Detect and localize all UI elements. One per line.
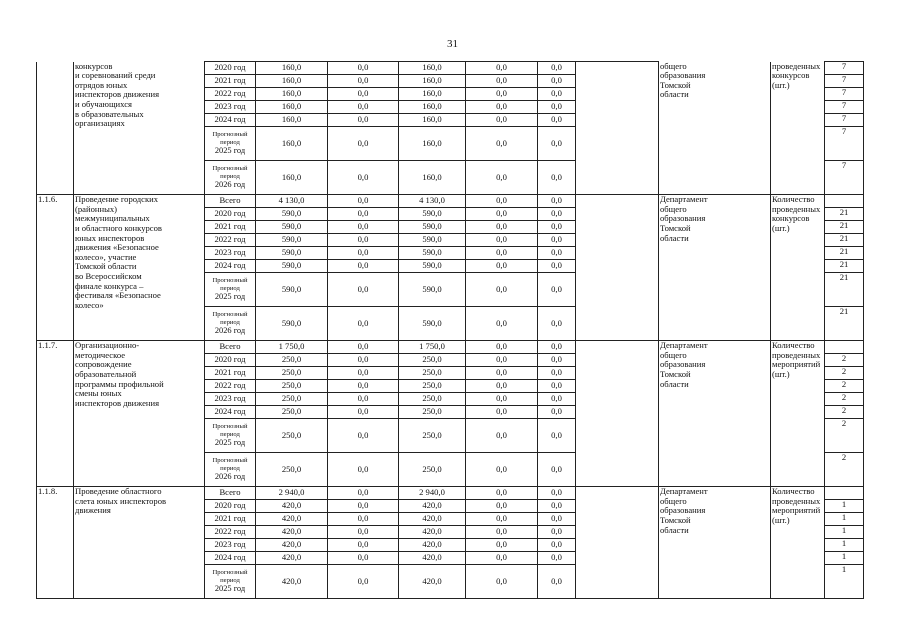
period-cell: 2022 год — [205, 234, 256, 247]
period-cell: 2024 год — [205, 406, 256, 419]
forecast-year: 2025 год — [214, 584, 246, 594]
funding-value-4: 0,0 — [538, 127, 576, 161]
funding-value-4: 0,0 — [538, 195, 576, 208]
funding-value-1: 0,0 — [328, 354, 399, 367]
forecast-period: период — [220, 318, 240, 326]
funding-value-0: 4 130,0 — [256, 195, 328, 208]
funding-value-1: 0,0 — [328, 62, 399, 75]
forecast-period-label — [205, 457, 255, 482]
funding-value-3: 0,0 — [466, 208, 538, 221]
funding-value-0: 250,0 — [256, 406, 328, 419]
indicator-value: 2 — [825, 453, 864, 487]
funding-value-0: 420,0 — [256, 552, 328, 565]
funding-value-2: 160,0 — [399, 75, 466, 88]
funding-value-4: 0,0 — [538, 565, 576, 599]
activity-name: конкурсов и соревнований среди отрядов юных инспекторов движения и обучающихся в образовательных организациях — [74, 62, 205, 195]
funding-value-1: 0,0 — [328, 101, 399, 114]
period-cell — [205, 307, 256, 341]
funding-value-3: 0,0 — [466, 367, 538, 380]
period-cell — [205, 161, 256, 195]
funding-value-2: 250,0 — [399, 406, 466, 419]
forecast-year: 2026 год — [214, 472, 246, 482]
funding-value-4: 0,0 — [538, 221, 576, 234]
funding-value-4: 0,0 — [538, 260, 576, 273]
indicator-value: 1 — [825, 539, 864, 552]
funding-value-0: 250,0 — [256, 354, 328, 367]
period-cell: 2022 год — [205, 380, 256, 393]
funding-value-0: 420,0 — [256, 513, 328, 526]
funding-value-3: 0,0 — [466, 487, 538, 500]
funding-value-1: 0,0 — [328, 234, 399, 247]
period-cell: 2021 год — [205, 513, 256, 526]
funding-value-0: 160,0 — [256, 127, 328, 161]
indicator-value: 2 — [825, 367, 864, 380]
funding-value-1: 0,0 — [328, 565, 399, 599]
period-cell: 2021 год — [205, 221, 256, 234]
funding-value-3: 0,0 — [466, 565, 538, 599]
funding-value-0: 160,0 — [256, 75, 328, 88]
indicator-value — [825, 195, 864, 208]
funding-value-3: 0,0 — [466, 354, 538, 367]
funding-value-2: 160,0 — [399, 161, 466, 195]
funding-value-4: 0,0 — [538, 513, 576, 526]
funding-value-0: 590,0 — [256, 208, 328, 221]
period-cell: 2022 год — [205, 526, 256, 539]
period-cell: 2020 год — [205, 62, 256, 75]
funding-value-2: 420,0 — [399, 539, 466, 552]
funding-value-2: 420,0 — [399, 565, 466, 599]
funding-value-2: 1 750,0 — [399, 341, 466, 354]
forecast-period: период — [220, 430, 240, 438]
funding-value-1: 0,0 — [328, 195, 399, 208]
funding-value-1: 0,0 — [328, 367, 399, 380]
funding-value-4: 0,0 — [538, 500, 576, 513]
funding-value-3: 0,0 — [466, 195, 538, 208]
funding-value-4: 0,0 — [538, 393, 576, 406]
funding-value-3: 0,0 — [466, 526, 538, 539]
funding-value-1: 0,0 — [328, 419, 399, 453]
funding-value-0: 160,0 — [256, 114, 328, 127]
indicator-value: 7 — [825, 75, 864, 88]
funding-value-2: 160,0 — [399, 127, 466, 161]
funding-value-2: 590,0 — [399, 307, 466, 341]
indicator-value: 1 — [825, 552, 864, 565]
funding-value-4: 0,0 — [538, 273, 576, 307]
forecast-label: Прогнозный — [212, 277, 248, 285]
funding-value-1: 0,0 — [328, 88, 399, 101]
funding-value-4: 0,0 — [538, 208, 576, 221]
forecast-label: Прогнозный — [212, 423, 248, 431]
funding-value-1: 0,0 — [328, 273, 399, 307]
funding-value-1: 0,0 — [328, 127, 399, 161]
funding-value-2: 4 130,0 — [399, 195, 466, 208]
forecast-year: 2025 год — [214, 438, 246, 448]
funding-value-3: 0,0 — [466, 62, 538, 75]
funding-value-0: 250,0 — [256, 453, 328, 487]
funding-value-3: 0,0 — [466, 393, 538, 406]
funding-value-3: 0,0 — [466, 513, 538, 526]
activity-number: 1.1.8. — [37, 487, 74, 599]
funding-value-3: 0,0 — [466, 114, 538, 127]
table-row — [37, 62, 864, 75]
period-cell: Всего — [205, 487, 256, 500]
indicator-value: 2 — [825, 354, 864, 367]
indicator-value: 1 — [825, 513, 864, 526]
period-cell — [205, 453, 256, 487]
funding-value-4: 0,0 — [538, 552, 576, 565]
funding-value-4: 0,0 — [538, 247, 576, 260]
indicator-value: 2 — [825, 393, 864, 406]
funding-value-0: 160,0 — [256, 88, 328, 101]
funding-value-4: 0,0 — [538, 114, 576, 127]
period-cell — [205, 419, 256, 453]
funding-value-2: 250,0 — [399, 380, 466, 393]
indicator-value: 2 — [825, 419, 864, 453]
forecast-period: период — [220, 576, 240, 584]
funding-value-0: 590,0 — [256, 221, 328, 234]
funding-value-3: 0,0 — [466, 552, 538, 565]
indicator-name: проведенных конкурсов (шт.) — [771, 62, 825, 195]
funding-value-0: 2 940,0 — [256, 487, 328, 500]
period-cell — [205, 127, 256, 161]
funding-value-0: 420,0 — [256, 539, 328, 552]
funding-value-1: 0,0 — [328, 393, 399, 406]
funding-value-1: 0,0 — [328, 341, 399, 354]
funding-value-1: 0,0 — [328, 114, 399, 127]
indicator-value: 7 — [825, 101, 864, 114]
funding-value-4: 0,0 — [538, 367, 576, 380]
funding-value-4: 0,0 — [538, 234, 576, 247]
funding-value-4: 0,0 — [538, 380, 576, 393]
funding-value-2: 160,0 — [399, 62, 466, 75]
forecast-period-label — [205, 277, 255, 302]
indicator-value: 21 — [825, 221, 864, 234]
program-activities-table — [36, 61, 864, 599]
forecast-year: 2026 год — [214, 326, 246, 336]
forecast-year: 2025 год — [214, 146, 246, 156]
period-cell: 2022 год — [205, 88, 256, 101]
indicator-value: 1 — [825, 500, 864, 513]
forecast-period: период — [220, 284, 240, 292]
funding-value-0: 590,0 — [256, 307, 328, 341]
funding-value-4: 0,0 — [538, 539, 576, 552]
forecast-period-label — [205, 131, 255, 156]
funding-value-4: 0,0 — [538, 161, 576, 195]
funding-value-2: 590,0 — [399, 273, 466, 307]
funding-value-3: 0,0 — [466, 539, 538, 552]
forecast-period: период — [220, 172, 240, 180]
funding-value-2: 160,0 — [399, 114, 466, 127]
period-cell: Всего — [205, 195, 256, 208]
funding-value-2: 590,0 — [399, 208, 466, 221]
funding-value-4: 0,0 — [538, 341, 576, 354]
period-cell: 2020 год — [205, 500, 256, 513]
funding-value-2: 250,0 — [399, 453, 466, 487]
funding-value-4: 0,0 — [538, 487, 576, 500]
funding-value-3: 0,0 — [466, 221, 538, 234]
funding-value-1: 0,0 — [328, 380, 399, 393]
funding-value-0: 250,0 — [256, 419, 328, 453]
period-cell: 2023 год — [205, 101, 256, 114]
activity-number: 1.1.6. — [37, 195, 74, 341]
executor: Департамент общего образования Томской области — [659, 195, 771, 341]
forecast-year: 2026 год — [214, 180, 246, 190]
funding-value-0: 590,0 — [256, 247, 328, 260]
funding-value-1: 0,0 — [328, 75, 399, 88]
empty-cell — [576, 195, 659, 341]
funding-value-2: 250,0 — [399, 393, 466, 406]
funding-value-3: 0,0 — [466, 234, 538, 247]
funding-value-3: 0,0 — [466, 419, 538, 453]
funding-value-1: 0,0 — [328, 539, 399, 552]
forecast-period-label — [205, 165, 255, 190]
forecast-period-label — [205, 569, 255, 594]
indicator-value: 2 — [825, 406, 864, 419]
funding-value-4: 0,0 — [538, 354, 576, 367]
funding-value-0: 420,0 — [256, 500, 328, 513]
funding-value-1: 0,0 — [328, 208, 399, 221]
funding-value-2: 590,0 — [399, 247, 466, 260]
funding-value-2: 160,0 — [399, 101, 466, 114]
funding-value-0: 420,0 — [256, 526, 328, 539]
funding-value-4: 0,0 — [538, 526, 576, 539]
funding-value-4: 0,0 — [538, 62, 576, 75]
funding-value-4: 0,0 — [538, 406, 576, 419]
forecast-period-label — [205, 423, 255, 448]
activity-number — [37, 62, 74, 195]
funding-value-3: 0,0 — [466, 273, 538, 307]
indicator-value: 7 — [825, 127, 864, 161]
forecast-label: Прогнозный — [212, 569, 248, 577]
funding-value-0: 250,0 — [256, 393, 328, 406]
table-row — [37, 341, 864, 354]
indicator-value: 1 — [825, 526, 864, 539]
funding-value-1: 0,0 — [328, 453, 399, 487]
funding-value-2: 2 940,0 — [399, 487, 466, 500]
empty-cell — [576, 62, 659, 195]
forecast-year: 2025 год — [214, 292, 246, 302]
funding-value-3: 0,0 — [466, 380, 538, 393]
funding-value-4: 0,0 — [538, 307, 576, 341]
funding-value-3: 0,0 — [466, 453, 538, 487]
indicator-value: 21 — [825, 247, 864, 260]
forecast-period-label — [205, 311, 255, 336]
funding-value-2: 250,0 — [399, 367, 466, 380]
funding-value-2: 420,0 — [399, 526, 466, 539]
indicator-value: 1 — [825, 565, 864, 599]
activity-name: Проведение областного слета юных инспекторов движения — [74, 487, 205, 599]
funding-value-1: 0,0 — [328, 247, 399, 260]
funding-value-3: 0,0 — [466, 101, 538, 114]
funding-value-0: 250,0 — [256, 367, 328, 380]
period-cell: 2024 год — [205, 552, 256, 565]
funding-value-3: 0,0 — [466, 75, 538, 88]
indicator-value: 7 — [825, 88, 864, 101]
funding-value-2: 590,0 — [399, 221, 466, 234]
period-cell: 2023 год — [205, 539, 256, 552]
indicator-value: 7 — [825, 161, 864, 195]
funding-value-0: 590,0 — [256, 234, 328, 247]
funding-value-1: 0,0 — [328, 406, 399, 419]
forecast-label: Прогнозный — [212, 311, 248, 319]
funding-value-3: 0,0 — [466, 406, 538, 419]
funding-value-0: 160,0 — [256, 161, 328, 195]
table-row — [37, 195, 864, 208]
funding-value-4: 0,0 — [538, 75, 576, 88]
period-cell: 2023 год — [205, 247, 256, 260]
indicator-name: Количество проведенных конкурсов (шт.) — [771, 195, 825, 341]
funding-value-2: 160,0 — [399, 88, 466, 101]
indicator-value: 21 — [825, 260, 864, 273]
table-row — [37, 487, 864, 500]
indicator-value: 21 — [825, 307, 864, 341]
funding-value-3: 0,0 — [466, 307, 538, 341]
period-cell: Всего — [205, 341, 256, 354]
indicator-value: 21 — [825, 208, 864, 221]
indicator-value: 2 — [825, 380, 864, 393]
funding-value-1: 0,0 — [328, 500, 399, 513]
period-cell: 2021 год — [205, 367, 256, 380]
forecast-label: Прогнозный — [212, 457, 248, 465]
page-number: 31 — [447, 38, 458, 50]
funding-value-0: 590,0 — [256, 260, 328, 273]
funding-value-0: 160,0 — [256, 101, 328, 114]
indicator-value — [825, 341, 864, 354]
funding-value-2: 420,0 — [399, 552, 466, 565]
activity-number: 1.1.7. — [37, 341, 74, 487]
funding-value-3: 0,0 — [466, 88, 538, 101]
period-cell: 2023 год — [205, 393, 256, 406]
funding-value-0: 250,0 — [256, 380, 328, 393]
indicator-name: Количество проведенных мероприятий (шт.) — [771, 487, 825, 599]
funding-value-3: 0,0 — [466, 161, 538, 195]
funding-value-3: 0,0 — [466, 127, 538, 161]
funding-value-1: 0,0 — [328, 487, 399, 500]
indicator-value: 7 — [825, 62, 864, 75]
empty-cell — [576, 341, 659, 487]
funding-value-3: 0,0 — [466, 247, 538, 260]
period-cell: 2020 год — [205, 354, 256, 367]
funding-value-4: 0,0 — [538, 453, 576, 487]
indicator-value: 21 — [825, 234, 864, 247]
funding-value-2: 250,0 — [399, 419, 466, 453]
executor: Департамент общего образования Томской области — [659, 487, 771, 599]
funding-value-1: 0,0 — [328, 221, 399, 234]
funding-value-3: 0,0 — [466, 341, 538, 354]
executor: общего образования Томской области — [659, 62, 771, 195]
funding-value-0: 1 750,0 — [256, 341, 328, 354]
funding-value-2: 420,0 — [399, 513, 466, 526]
funding-value-2: 590,0 — [399, 260, 466, 273]
indicator-value: 7 — [825, 114, 864, 127]
funding-value-1: 0,0 — [328, 526, 399, 539]
funding-value-2: 250,0 — [399, 354, 466, 367]
forecast-period: период — [220, 464, 240, 472]
activity-name: Организационно- методическое сопровождение образовательной программы профильной смены юных инспекторов движения — [74, 341, 205, 487]
funding-value-1: 0,0 — [328, 260, 399, 273]
funding-value-2: 420,0 — [399, 500, 466, 513]
forecast-period: период — [220, 138, 240, 146]
period-cell: 2024 год — [205, 260, 256, 273]
funding-value-4: 0,0 — [538, 101, 576, 114]
indicator-value — [825, 487, 864, 500]
funding-value-4: 0,0 — [538, 419, 576, 453]
funding-value-3: 0,0 — [466, 500, 538, 513]
forecast-label: Прогнозный — [212, 165, 248, 173]
funding-value-1: 0,0 — [328, 307, 399, 341]
period-cell — [205, 273, 256, 307]
funding-value-2: 590,0 — [399, 234, 466, 247]
empty-cell — [576, 487, 659, 599]
funding-value-1: 0,0 — [328, 513, 399, 526]
period-cell — [205, 565, 256, 599]
indicator-name: Количество проведенных мероприятий (шт.) — [771, 341, 825, 487]
funding-value-1: 0,0 — [328, 161, 399, 195]
funding-value-4: 0,0 — [538, 88, 576, 101]
funding-value-0: 590,0 — [256, 273, 328, 307]
period-cell: 2020 год — [205, 208, 256, 221]
indicator-value: 21 — [825, 273, 864, 307]
funding-value-3: 0,0 — [466, 260, 538, 273]
funding-value-0: 160,0 — [256, 62, 328, 75]
funding-value-0: 420,0 — [256, 565, 328, 599]
executor: Департамент общего образования Томской области — [659, 341, 771, 487]
activity-name: Проведение городских (районных) межмуниципальных и областного конкурсов юных инспекторов движения «Безопасное колесо», участие Томской области во Всероссийском финале конкурса – фестиваля «Безопасное колесо» — [74, 195, 205, 341]
funding-value-1: 0,0 — [328, 552, 399, 565]
period-cell: 2024 год — [205, 114, 256, 127]
period-cell: 2021 год — [205, 75, 256, 88]
forecast-label: Прогнозный — [212, 131, 248, 139]
